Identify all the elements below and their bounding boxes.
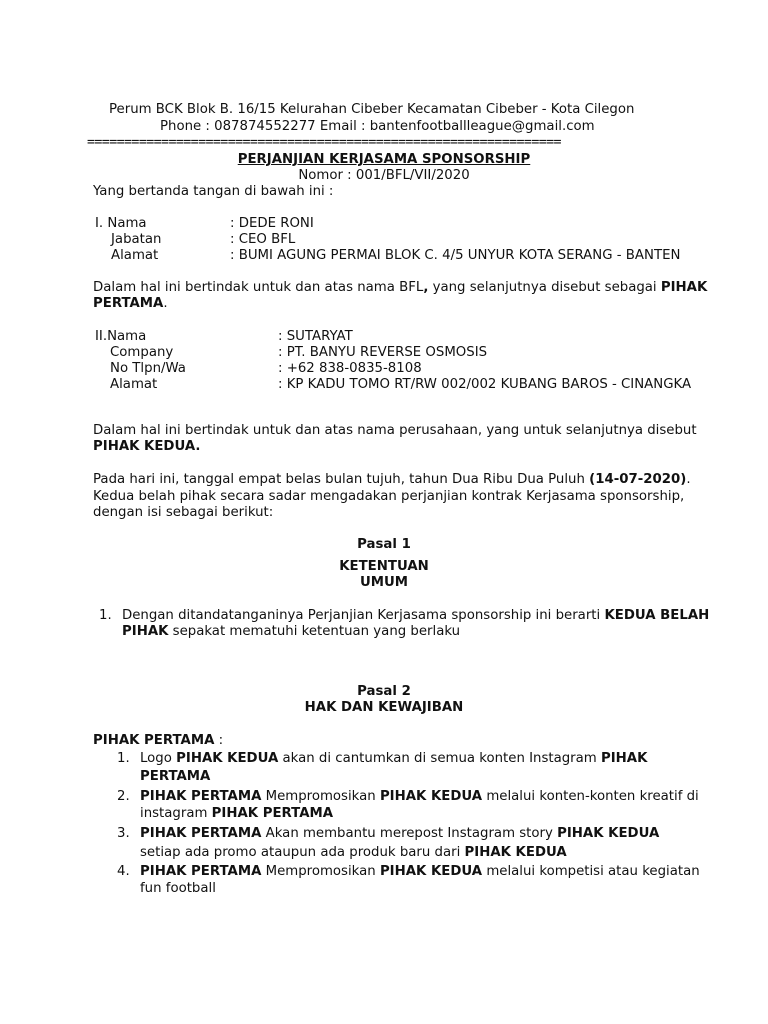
letterhead-contact: Phone : 087874552277 Email : bantenfootballleague@gmail.com bbox=[160, 119, 595, 134]
party1-statement-line2 bbox=[93, 296, 168, 312]
party1-statement-bold-1: PIHAK bbox=[660, 280, 708, 295]
pasal2-item-bold: PIHAK KEDUA bbox=[379, 864, 483, 879]
date-paragraph-line1 bbox=[93, 472, 691, 488]
pasal2-item-bold: PIHAK KEDUA bbox=[176, 751, 279, 766]
pasal2-item-line2 bbox=[140, 881, 216, 897]
pasal1-item-bold-a: KEDUA BELAH bbox=[604, 608, 710, 623]
pasal1-item-line2 bbox=[122, 624, 460, 640]
pasal2-item-text: akan di cantumkan di semua konten Instagram bbox=[278, 751, 601, 766]
pasal2-item-text: Akan membantu merepost Instagram story bbox=[261, 826, 558, 841]
party1-statement-end: . bbox=[163, 296, 168, 311]
pasal2-item-number: 2. bbox=[117, 789, 130, 804]
party1-statement-a: Dalam hal ini bertindak untuk dan atas nama BFL bbox=[93, 280, 424, 295]
pasal2-item-bold: PIHAK PERTAMA bbox=[140, 789, 262, 804]
party1-position-label: Jabatan bbox=[111, 232, 162, 247]
date-paragraph-text: Pada hari ini, tanggal empat belas bulan tujuh, tahun Dua Ribu Dua Puluh bbox=[93, 472, 590, 487]
party2-statement-bold: PIHAK KEDUA. bbox=[93, 439, 201, 454]
pasal2-item-line2 bbox=[140, 769, 210, 785]
pasal2-item-bold: PIHAK PERTAMA bbox=[211, 806, 334, 821]
party1-address-value: : BUMI AGUNG PERMAI BLOK C. 4/5 UNYUR KOTA SERANG - BANTEN bbox=[230, 248, 681, 263]
pasal2-item-line2 bbox=[140, 806, 333, 822]
party1-statement-b: yang selanjutnya disebut sebagai bbox=[428, 280, 661, 295]
party1-statement-line1 bbox=[93, 280, 707, 296]
party2-statement: Dalam hal ini bertindak untuk dan atas nama perusahaan, yang untuk selanjutnya disebut bbox=[93, 423, 697, 438]
pasal2-item-text: Logo bbox=[140, 751, 177, 766]
pasal1-heading: Pasal 1 bbox=[357, 537, 411, 552]
pasal2-item-bold: PIHAK KEDUA bbox=[464, 845, 567, 860]
party2-name-value: : SUTARYAT bbox=[278, 329, 353, 344]
pasal2-item-text: melalui kompetisi atau kegiatan bbox=[482, 864, 700, 879]
pasal2-item-text: instagram bbox=[140, 806, 212, 821]
party1-name-value: : DEDE RONI bbox=[230, 216, 314, 231]
party1-index-label: I. Nama bbox=[95, 216, 147, 231]
pasal1-item-text-a: Dengan ditandatanganinya Perjanjian Kerjasama sponsorship ini berarti bbox=[122, 608, 605, 623]
pasal1-item-bold-b: PIHAK bbox=[122, 624, 169, 639]
pasal2-item-line1 bbox=[140, 864, 700, 880]
pasal2-item-bold: PIHAK bbox=[600, 751, 648, 766]
pasal2-item-line1 bbox=[140, 751, 647, 767]
pasal1-item-line1 bbox=[122, 608, 709, 624]
pasal2-item-bold: PIHAK KEDUA bbox=[379, 789, 483, 804]
intro-text: Yang bertanda tangan di bawah ini : bbox=[93, 184, 334, 199]
pasal2-subject bbox=[93, 733, 223, 749]
party1-position-value: : CEO BFL bbox=[230, 232, 296, 247]
pasal2-item-line1 bbox=[140, 826, 659, 842]
pasal2-item-text: setiap ada promo ataupun ada produk baru dari bbox=[140, 845, 465, 860]
pasal2-item-bold: PIHAK PERTAMA bbox=[140, 826, 262, 841]
pasal2-subject-bold: PIHAK PERTAMA bbox=[93, 733, 215, 748]
pasal2-heading: Pasal 2 bbox=[357, 684, 411, 699]
party2-address-value: : KP KADU TOMO RT/RW 002/002 KUBANG BAROS - CINANGKA bbox=[278, 377, 692, 392]
pasal1-title-1: KETENTUAN bbox=[339, 559, 429, 574]
party1-statement-bold-2: PERTAMA bbox=[93, 296, 164, 311]
party2-phone-label: No Tlpn/Wa bbox=[110, 361, 186, 376]
party1-address-label: Alamat bbox=[111, 248, 159, 263]
agreement-date: (14-07-2020) bbox=[589, 472, 687, 487]
pasal2-item-bold: PIHAK KEDUA bbox=[557, 826, 660, 841]
party2-phone-value: : +62 838-0835-8108 bbox=[278, 361, 422, 376]
pasal2-item-number: 1. bbox=[117, 751, 130, 766]
pasal1-item-text-b: sepakat mematuhi ketentuan yang berlaku bbox=[168, 624, 461, 639]
date-paragraph-line2: Kedua belah pihak secara sadar mengadakan perjanjian kontrak Kerjasama sponsorship, bbox=[93, 489, 685, 504]
letterhead-separator: ================================================================ bbox=[87, 135, 561, 150]
party2-index-label: II.Nama bbox=[95, 329, 147, 344]
letterhead-address: Perum BCK Blok B. 16/15 Kelurahan Cibeber Kecamatan Cibeber - Kota Cilegon bbox=[109, 102, 635, 117]
date-paragraph-line3: dengan isi sebagai berikut: bbox=[93, 505, 274, 520]
pasal2-title: HAK DAN KEWAJIBAN bbox=[304, 700, 464, 715]
pasal2-item-text: melalui konten-konten kreatif di bbox=[482, 789, 699, 804]
document-number: Nomor : 001/BFL/VII/2020 bbox=[298, 168, 470, 183]
party2-company-value: : PT. BANYU REVERSE OSMOSIS bbox=[278, 345, 488, 360]
party1-statement-comma: , bbox=[423, 280, 429, 295]
pasal2-item-bold: PERTAMA bbox=[140, 769, 211, 784]
pasal2-item-line2 bbox=[140, 845, 567, 861]
pasal2-item-bold: PIHAK PERTAMA bbox=[140, 864, 262, 879]
pasal2-item-number: 3. bbox=[117, 826, 130, 841]
pasal2-item-number: 4. bbox=[117, 864, 130, 879]
pasal1-item-number: 1. bbox=[99, 608, 112, 623]
pasal2-item-text: Mempromosikan bbox=[261, 789, 380, 804]
date-paragraph-after: . bbox=[686, 472, 691, 487]
pasal2-item-line1 bbox=[140, 789, 699, 805]
party2-company-label: Company bbox=[110, 345, 174, 360]
document-title: PERJANJIAN KERJASAMA SPONSORSHIP bbox=[237, 152, 531, 167]
pasal2-subject-rest: : bbox=[214, 733, 224, 748]
pasal2-item-text: fun football bbox=[140, 881, 216, 896]
party2-address-label: Alamat bbox=[110, 377, 158, 392]
pasal2-item-text: Mempromosikan bbox=[261, 864, 380, 879]
pasal1-title-2: UMUM bbox=[359, 575, 409, 590]
